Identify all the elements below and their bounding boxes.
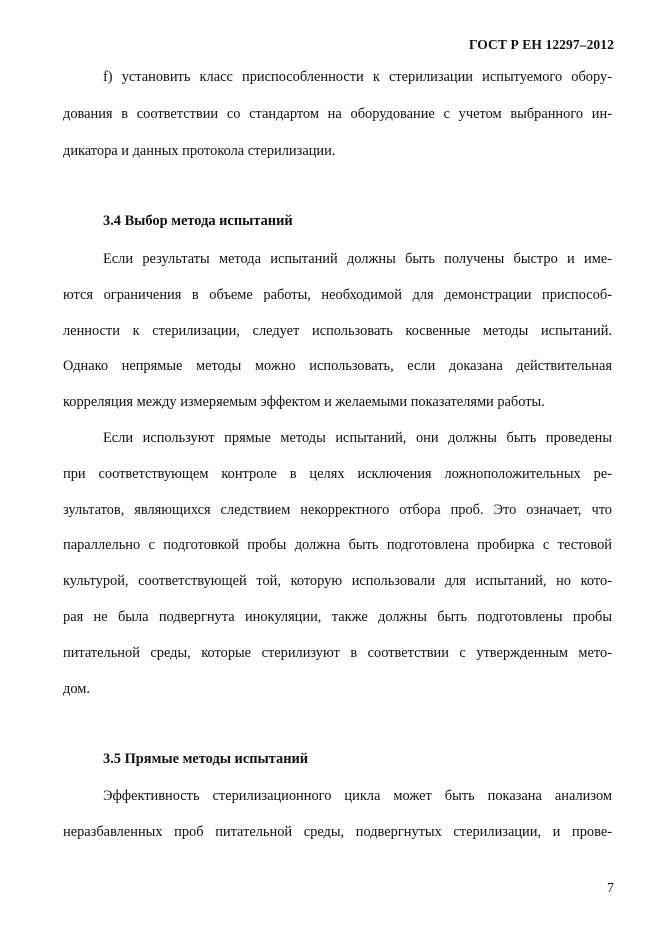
text-line: Эффективность стерилизационного цикла может быть показана анализом xyxy=(103,788,612,804)
text-line: дования в соответствии со стандартом на оборудование с учетом выбранного ин- xyxy=(63,106,612,122)
text-line: Если используют прямые методы испытаний, они должны быть проведены xyxy=(103,430,612,446)
text-line: рая не была подвергнута инокуляции, также должны быть подготовлены пробы xyxy=(63,609,612,625)
text-line: корреляция между измеряемым эффектом и желаемыми показателями работы. xyxy=(63,394,545,410)
text-line: дикатора и данных протокола стерилизации. xyxy=(63,143,336,159)
section-heading-3-4: 3.4 Выбор метода испытаний xyxy=(103,213,293,229)
text-line: неразбавленных проб питательной среды, подвергнутых стерилизации, и прове- xyxy=(63,824,612,840)
text-line: ются ограничения в объеме работы, необходимой для демонстрации приспособ- xyxy=(63,287,612,303)
text-line: Если результаты метода испытаний должны быть получены быстро и име- xyxy=(103,251,612,267)
text-line: f) установить класс приспособленности к стерилизации испытуемого обору- xyxy=(103,69,612,85)
text-line: культурой, соответствующей той, которую использовали для испытаний, но кото- xyxy=(63,573,612,589)
text-line: дом. xyxy=(63,681,90,697)
page-number: 7 xyxy=(607,881,614,896)
document-code-header: ГОСТ Р ЕН 12297–2012 xyxy=(468,37,614,52)
text-line: зультатов, являющихся следствием некорректного отбора проб. Это означает, что xyxy=(63,502,612,518)
text-line: питательной среды, которые стерилизуют в соответствии с утвержденным мето- xyxy=(63,645,612,661)
text-line: при соответствующем контроле в целях исключения ложноположительных ре- xyxy=(63,466,612,482)
section-heading-3-5: 3.5 Прямые методы испытаний xyxy=(103,751,309,767)
text-line: Однако непрямые методы можно использовать, если доказана действительная xyxy=(63,358,612,374)
text-line: ленности к стерилизации, следует использовать косвенные методы испытаний. xyxy=(63,323,612,339)
text-line: параллельно с подготовкой пробы должна быть подготовлена пробирка с тестовой xyxy=(63,537,612,553)
